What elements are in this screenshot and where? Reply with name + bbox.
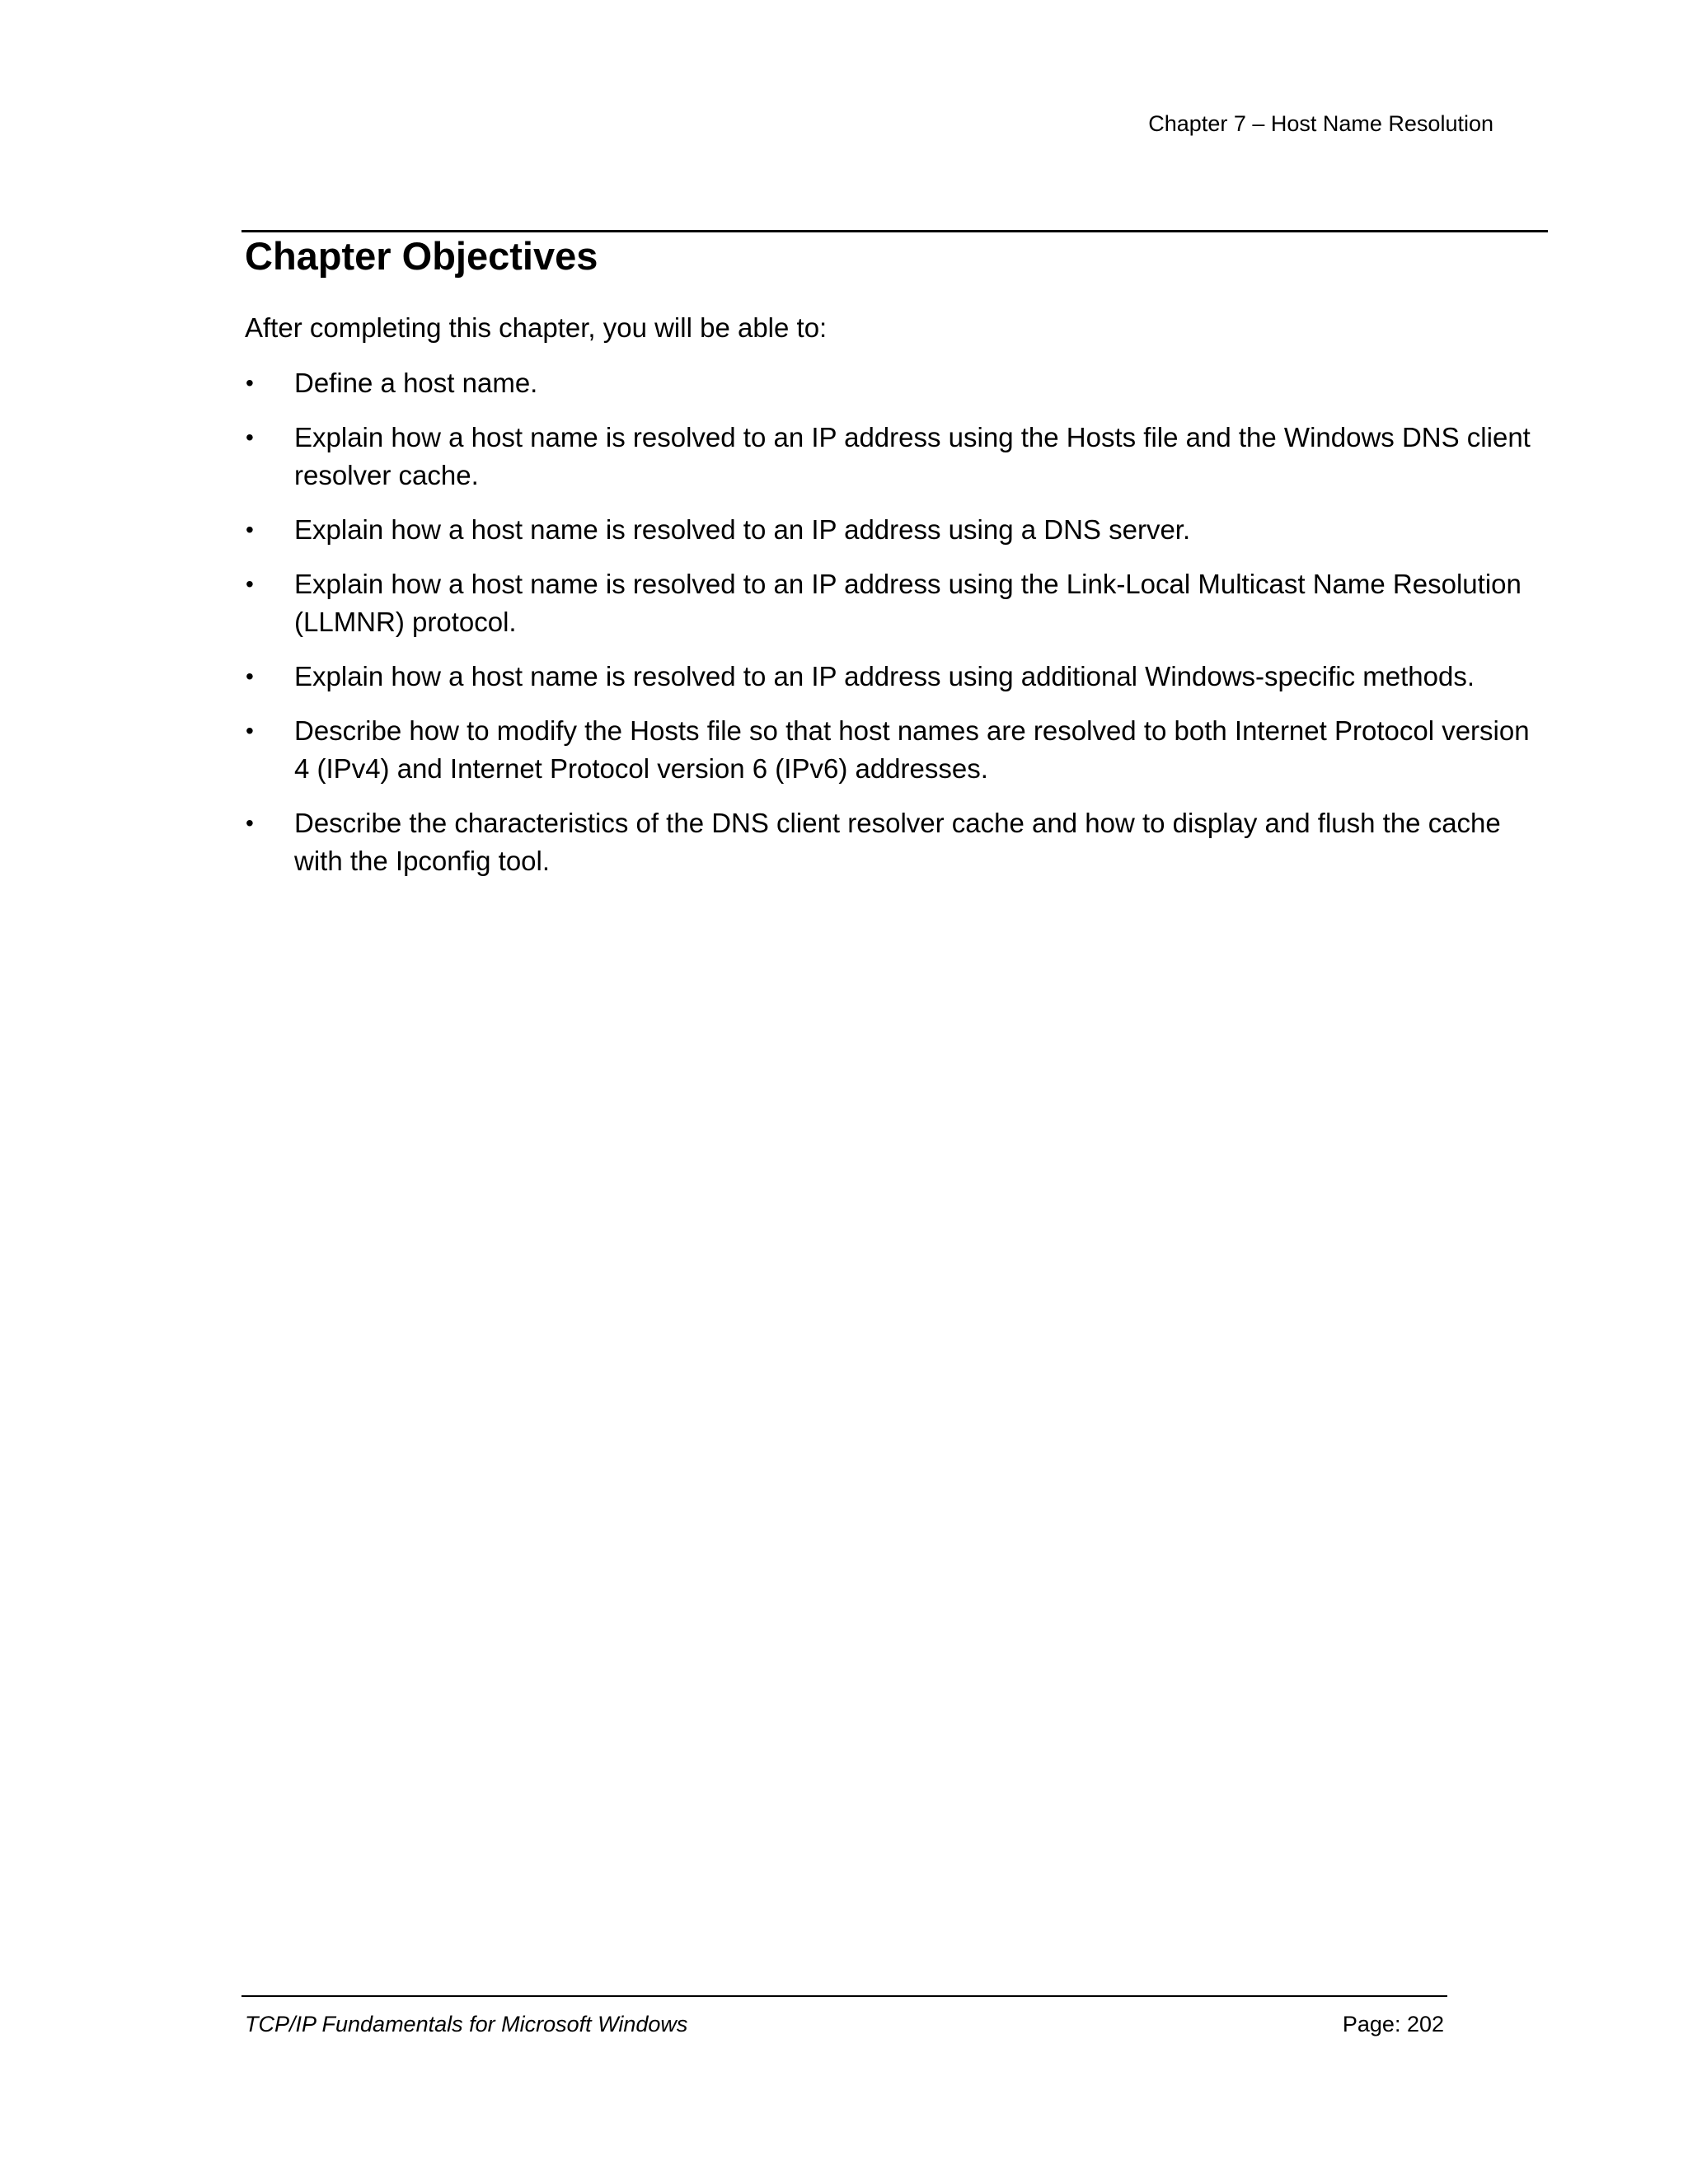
objective-item (245, 565, 1543, 641)
objective-item (245, 419, 1543, 494)
objectives-list (245, 364, 1543, 897)
footer-page-number: Page: 202 (1342, 2012, 1444, 2036)
bullet-icon: • (246, 810, 254, 836)
objective-item (245, 511, 1543, 549)
bullet-icon: • (246, 571, 254, 597)
bullet-icon: • (246, 370, 254, 396)
footer-book-title: TCP/IP Fundamentals for Microsoft Windows (245, 2012, 688, 2036)
bullet-icon: • (246, 663, 254, 689)
intro-text: After completing this chapter, you will be able to: (245, 312, 828, 343)
bullet-icon: • (246, 718, 254, 743)
header-divider (241, 230, 1548, 232)
objective-text: Explain how a host name is resolved to an IP address using the Hosts file and the Windows DNS client resolver cache. (294, 422, 1531, 490)
objective-text: Explain how a host name is resolved to an IP address using the Link-Local Multicast Name Resolution (LLMNR) protocol. (294, 569, 1522, 637)
objective-text: Describe how to modify the Hosts file so that host names are resolved to both Internet Protocol version 4 (IPv4) and Internet Protocol version 6 (IPv6) addresses. (294, 715, 1530, 784)
objective-text: Explain how a host name is resolved to an IP address using a DNS server. (294, 514, 1191, 545)
objective-text: Explain how a host name is resolved to an IP address using additional Windows-specific methods. (294, 661, 1475, 691)
objective-item (245, 804, 1543, 880)
objective-text: Define a host name. (294, 368, 538, 398)
objective-text: Describe the characteristics of the DNS client resolver cache and how to display and flush the cache with the Ipconfig tool. (294, 808, 1501, 876)
bullet-icon: • (246, 517, 254, 542)
running-head: Chapter 7 – Host Name Resolution (1148, 111, 1493, 136)
objective-item (245, 364, 1543, 402)
bullet-icon: • (246, 424, 254, 450)
footer-divider (241, 1995, 1447, 1997)
objective-item (245, 712, 1543, 788)
section-title: Chapter Objectives (245, 234, 598, 278)
objective-item (245, 658, 1543, 696)
